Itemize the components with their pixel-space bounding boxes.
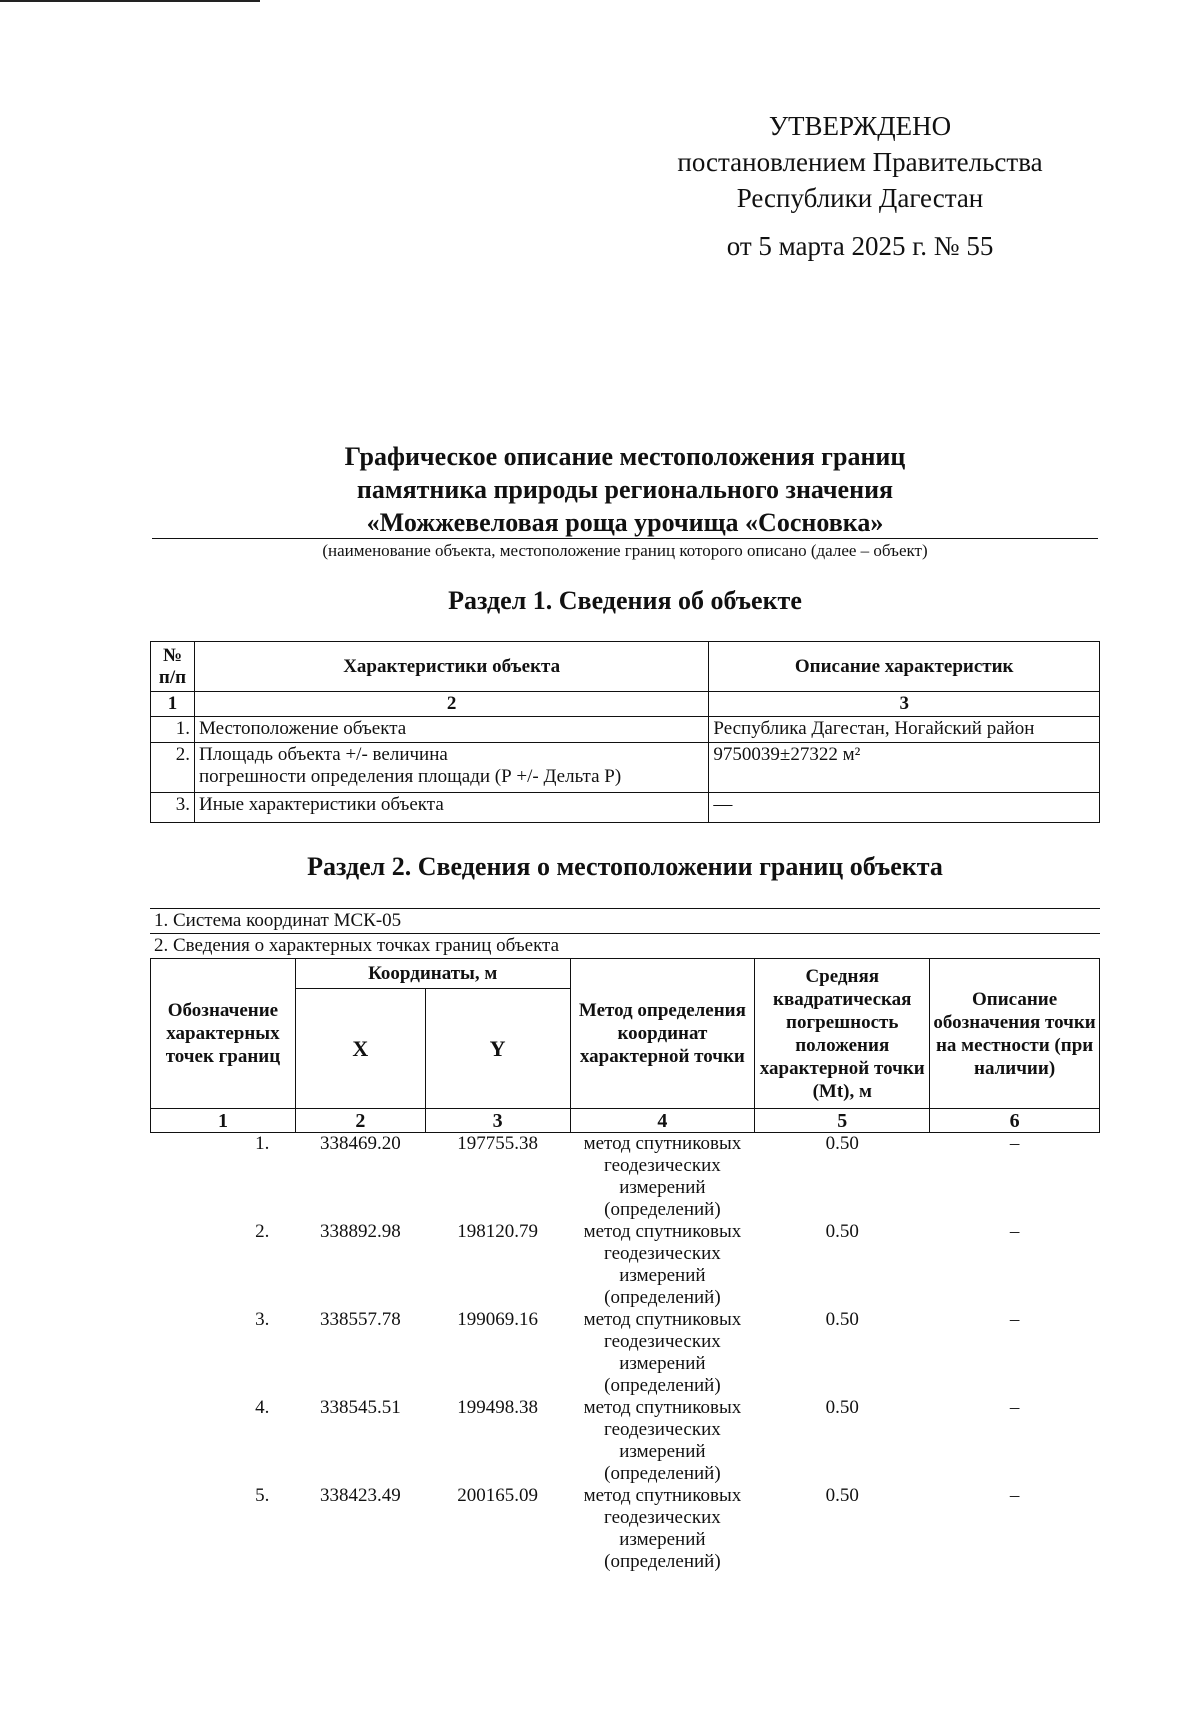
point-method: метод спутниковых геодезических измерений (определений) [583, 1485, 742, 1572]
approval-line-republic: Республики Дагестан [736, 183, 984, 213]
row-number: 1. [151, 717, 195, 743]
point-number: 3. [255, 1309, 270, 1330]
point-error: 0.50 [825, 1221, 859, 1242]
table-row [151, 717, 1100, 743]
header-designation: Обозначение характерных точек границ [151, 959, 296, 1109]
point-number: 1. [255, 1133, 270, 1154]
point-description: – [1009, 1397, 1020, 1418]
header-coordinates: Координаты, м [295, 959, 570, 989]
row-characteristic: Иные характеристики объекта [194, 793, 708, 823]
point-y: 199498.38 [457, 1397, 538, 1418]
row-number: 3. [151, 793, 195, 823]
title-caption: (наименование объекта, местоположение границ которого описано (далее – объект) [322, 541, 928, 560]
table-header-row [151, 642, 1100, 692]
column-number-row [151, 1109, 1100, 1133]
approval-stamp [640, 108, 1080, 264]
point-method: метод спутниковых геодезических измерений (определений) [583, 1221, 742, 1308]
section-2-info [150, 908, 1100, 958]
title-line-1: Графическое описание местоположения границ [344, 442, 906, 471]
object-info-table [150, 641, 1100, 823]
header-y: Y [425, 989, 570, 1109]
row-description: Республика Дагестан, Ногайский район [709, 717, 1100, 743]
point-method: метод спутниковых геодезических измерений (определений) [583, 1133, 742, 1220]
coordinate-system: 1. Система координат МСК-05 [150, 909, 1100, 934]
points-title: 2. Сведения о характерных точках границ объекта [150, 934, 1100, 959]
point-error: 0.50 [825, 1397, 859, 1418]
title-line-2: памятника природы регионального значения [356, 475, 894, 504]
row-description: 9750039±27322 м² [709, 743, 1100, 793]
row-characteristic-line-2: погрешности определения площади (Р +/- Дельта Р) [198, 766, 622, 787]
point-method: метод спутниковых геодезических измерений (определений) [583, 1397, 742, 1484]
header-error: Средняя квадратическая погрешность положения характерной точки (Mt), м [755, 959, 930, 1109]
point-x: 338557.78 [319, 1309, 401, 1330]
row-description: — [709, 793, 1100, 823]
table-row [151, 1221, 1100, 1309]
col-number-4: 4 [570, 1109, 755, 1133]
header-method: Метод определения координат характерной точки [570, 959, 755, 1109]
table-header-row [151, 959, 1100, 989]
point-description: – [1009, 1133, 1020, 1154]
point-y: 197755.38 [457, 1133, 538, 1154]
point-error: 0.50 [825, 1485, 859, 1506]
col-number-3: 3 [425, 1109, 570, 1133]
point-description: – [1009, 1485, 1020, 1506]
point-number: 4. [255, 1397, 270, 1418]
header-description: Описание характеристик [709, 642, 1100, 692]
table-row [151, 1397, 1100, 1485]
table-row [151, 1485, 1100, 1573]
point-description: – [1009, 1221, 1020, 1242]
section-1-heading: Раздел 1. Сведения об объекте [448, 586, 802, 615]
approval-line-government: постановлением Правительства [677, 147, 1043, 177]
table-row [151, 1309, 1100, 1397]
point-error: 0.50 [825, 1309, 859, 1330]
header-characteristics: Характеристики объекта [194, 642, 708, 692]
point-y: 200165.09 [457, 1485, 538, 1506]
col-number-1: 1 [151, 692, 195, 717]
section-2-heading: Раздел 2. Сведения о местоположении границ объекта [307, 852, 943, 881]
point-x: 338469.20 [319, 1133, 401, 1154]
point-x: 338892.98 [319, 1221, 401, 1242]
col-number-2: 2 [194, 692, 708, 717]
point-error: 0.50 [825, 1133, 859, 1154]
col-number-1: 1 [151, 1109, 296, 1133]
row-characteristic-line-1: Площадь объекта +/- величина [198, 744, 448, 765]
point-y: 199069.16 [457, 1309, 538, 1330]
col-number-2: 2 [295, 1109, 425, 1133]
point-x: 338545.51 [319, 1397, 401, 1418]
document-title [150, 440, 1100, 539]
title-underline [152, 538, 1098, 539]
header-point-description: Описание обозначения точки на местности (при наличии) [930, 959, 1100, 1109]
col-number-5: 5 [755, 1109, 930, 1133]
point-y: 198120.79 [457, 1221, 538, 1242]
boundary-points-table [150, 958, 1100, 1573]
header-number: № п/п [151, 642, 195, 692]
title-line-3: «Можжевеловая роща урочища «Сосновка» [366, 508, 884, 537]
col-number-6: 6 [930, 1109, 1100, 1133]
header-x: X [295, 989, 425, 1109]
point-number: 2. [255, 1221, 270, 1242]
column-number-row [151, 692, 1100, 717]
point-method: метод спутниковых геодезических измерений (определений) [583, 1309, 742, 1396]
point-number: 5. [255, 1485, 270, 1506]
point-x: 338423.49 [319, 1485, 401, 1506]
scan-edge-line [0, 0, 260, 2]
row-characteristic [194, 743, 708, 793]
row-characteristic: Местоположение объекта [194, 717, 708, 743]
table-row [151, 1133, 1100, 1222]
approval-heading: УТВЕРЖДЕНО [768, 111, 952, 141]
row-number: 2. [151, 743, 195, 793]
col-number-3: 3 [709, 692, 1100, 717]
table-row [151, 743, 1100, 793]
approval-date: от 5 марта 2025 г. № 55 [726, 231, 994, 261]
table-row [151, 793, 1100, 823]
point-description: – [1009, 1309, 1020, 1330]
